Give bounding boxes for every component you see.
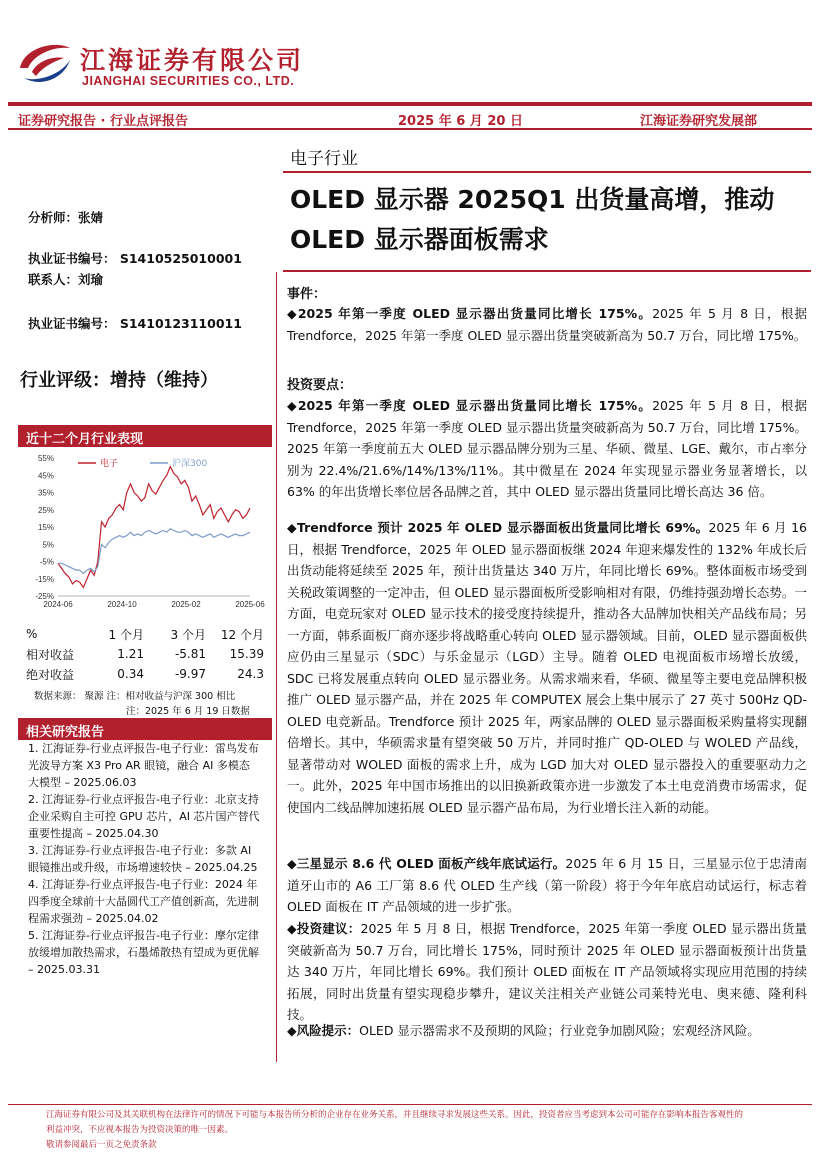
- industry-label: 电子行业: [290, 149, 358, 169]
- point-lead: ◆2025 年第一季度 OLED 显示器出货量同比增长 175%。: [287, 398, 653, 413]
- table-cell: -9.97: [174, 667, 206, 681]
- point-lead: ◆风险提示：: [287, 1023, 360, 1038]
- series-line: [58, 529, 250, 574]
- list-item[interactable]: 1. 江海证券-行业点评报告-电子行业：雷鸟发布光波导方案 X3 Pro AR 眼镜，融合 AI 多模态大模型 – 2025.06.03: [28, 742, 259, 789]
- list-item[interactable]: 4. 江海证券-行业点评报告-电子行业：2024 年四季度全球前十大晶圆代工产值创新高，先进制程需求强劲 – 2025.04.02: [28, 878, 259, 925]
- y-tick-label: -15%: [35, 574, 54, 584]
- table-header: 12 个月: [220, 627, 264, 642]
- contact: 联系人：刘瑜: [28, 272, 104, 287]
- y-tick-label: 45%: [37, 471, 54, 481]
- industry-rating: 行业评级：增持（维持）: [20, 370, 218, 391]
- event-heading: 事件：: [287, 287, 327, 302]
- table-cell: 1.21: [117, 647, 144, 661]
- x-tick-label: 2024-10: [107, 600, 137, 609]
- legend-label: 电子: [100, 459, 119, 469]
- point-paragraph: [287, 517, 807, 818]
- y-tick-label: 55%: [37, 454, 54, 463]
- investment-advice: [287, 918, 807, 1026]
- analyst: 分析师：张婧: [28, 210, 104, 225]
- x-tick-label: 2025-02: [171, 600, 201, 609]
- point-text: OLED 显示器需求不及预期的风险；行业竞争加剧风险；宏观经济风险。: [359, 1023, 760, 1038]
- company-name-cn: 江海证券有限公司: [80, 46, 305, 75]
- points-heading: 投资要点：: [287, 378, 353, 393]
- y-tick-label: -25%: [35, 592, 54, 601]
- table-row: [26, 644, 266, 664]
- table-cell: 15.39: [229, 647, 264, 661]
- disclaimer-line-1: 江海证券有限公司及其关联机构在法律许可的情况下可能与本报告所分析的企业存在业务关系，并且继续寻求发展这些关系。因此，投资者应当考虑到本公司可能存在影响本报告客观性的: [46, 1110, 744, 1120]
- related-reports-heading: 相关研究报告: [18, 718, 272, 740]
- point-text: 2025 年 5 月 8 日，根据 Trendforce，2025 年第一季度 OLED 显示器出货量突破新高为 50.7 万台，同比增长 175%，同时预计 2025 年 OLED 显示器面板预计出货量达 340 万片，年同比增长 69%。我们预计 OLED 面板在 IT 产品领域将实现应用范围的持续拓展，同时出货量有望实现稳步攀升，建议关注相关产业链公司莱特光电、奥来德、隆利科技。: [287, 921, 807, 1022]
- y-tick-label: 5%: [42, 540, 54, 550]
- related-reports-list: [28, 740, 260, 978]
- performance-heading: 近十二个月行业表现: [18, 425, 272, 447]
- y-tick-label: -5%: [39, 557, 54, 567]
- list-item[interactable]: 2. 江海证券-行业点评报告-电子行业：北京支持企业采购自主可控 GPU 芯片，AI 芯片国产替代重要性提高 – 2025.04.30: [28, 793, 260, 840]
- table-cell: 绝对收益: [26, 667, 75, 682]
- y-tick-label: 25%: [37, 505, 54, 515]
- data-date-note: 注：2025 年 6 月 19 日数据: [126, 706, 250, 717]
- footer-divider: [8, 1104, 812, 1105]
- report-type: 证券研究报告 · 行业点评报告: [18, 114, 188, 129]
- y-tick-label: 15%: [37, 523, 54, 532]
- contact-cert: 执业证书编号： S1410123110011: [28, 316, 242, 331]
- report-date: 2025 年 6 月 20 日: [398, 114, 523, 129]
- point-lead: ◆投资建议：: [287, 921, 361, 936]
- x-tick-label: 2025-06: [235, 600, 265, 609]
- disclaimer-line-3: 敬请参阅最后一页之免责条款: [46, 1140, 157, 1150]
- table-header: 1 个月: [108, 627, 144, 642]
- list-item[interactable]: 5. 江海证券-行业点评报告-电子行业：摩尔定律放缓增加散热需求，石墨烯散热有望成为更优解 – 2025.03.31: [28, 929, 259, 976]
- table-header: 3 个月: [170, 627, 206, 642]
- point-lead: ◆三星显示 8.6 代 OLED 面板产线年底试运行。: [287, 856, 566, 871]
- point-lead: ◆Trendforce 预计 2025 年 OLED 显示器面板出货量同比增长 69%。: [287, 520, 709, 535]
- series-line: [58, 467, 250, 588]
- table-cell: 24.3: [237, 667, 264, 681]
- point-text: 2025 年 6 月 16 日，根据 Trendforce，2025 年 OLED 显示器面板继 2024 年迎来爆发性的 132% 年成长后出货动能将延续至 2025 年，预计出货量达 340 万片，年同比增长 69%。整体面板市场受到关税政策调整的一定冲击，但 OLED 显示器面板所受影响相对有限，仍维持强劲增长态势。一方面，电竞玩家对 OLED 显示技术的接受度持续提升，推动各大品牌加快相关产品线布局；另一方面，韩系面板厂商亦逐步将战略重心转向 OLED 显示器领域。目前，OLED 显示器面板供应仍由三星显示（SDC）与乐金显示（LGD）主导。随着 OLED 电视面板市场增长放缓，SDC 已将发展重点转向 OLED 显示器业务。从需求端来看，华硕、微星等主要电竞品牌积极推广 OLED 显示器产品，并在 2025 年 COMPUTEX 展会上集中展示了 27 英寸 500Hz QD-OLED 电竞新品。Trendforce 预计 2025 年，两家品牌的 OLED 显示器面板采购量将实现翻倍增长。其中，华硕需求量有望突破 50 万片，并同时推广 QD-OLED 与 WOLED 产品线，显著带动对 WOLED 面板的需求上升，成为 LGD 加大对 OLED 显示器投入的重要驱动力之一。此外，2025 年中国市场推出的以旧换新政策亦进一步激发了本土电竞消费市场需求，促使国内二线品牌加速拓展 OLED 显示器产品布局，为行业增长注入新的动能。: [287, 520, 807, 815]
- data-source-note: 数据来源： 聚源 注：相对收益与沪深 300 相比: [34, 691, 236, 702]
- performance-table: [26, 624, 266, 684]
- company-logo-icon: [14, 38, 74, 90]
- point-paragraph: [287, 853, 807, 918]
- department: 江海证券研究发展部: [640, 114, 758, 129]
- analyst-cert: 执业证书编号： S1410525010001: [28, 251, 242, 266]
- x-tick-label: 2024-06: [43, 600, 73, 609]
- event-lead: ◆2025 年第一季度 OLED 显示器出货量同比增长 175%。: [287, 306, 653, 321]
- point-text: 2025 年 5 月 8 日，根据 Trendforce，2025 年第一季度 OLED 显示器出货量突破新高为 50.7 万台，同比增 175%。2025 年第一季度前五大 OLED 显示器品牌分别为三星、华硕、微星、LGE、戴尔，市占率分别为 22.4%/21.6%/14%/13%/11%。其中微星在 2024 年实现显示器业务显著增长，以 63% 的年出货增长率位居各品牌之首，其中 OLED 显示器出货量同比增长高达 36 倍。: [287, 398, 807, 499]
- company-name-en: JIANGHAI SECURITIES CO., LTD.: [82, 74, 295, 88]
- table-cell: 相对收益: [26, 647, 75, 662]
- title-divider-top: [283, 171, 811, 173]
- risk-warning: [287, 1020, 807, 1042]
- table-header-row: [26, 624, 266, 644]
- point-text: 2025 年 6 月 15 日，三星显示位于忠清南道牙山市的 A6 工厂第 8.6 代 OLED 生产线（第一阶段）将于今年年底启动试运行，标志着 OLED 面板在 IT 产品领域的进一步扩张。: [287, 856, 808, 914]
- table-header: %: [26, 627, 38, 641]
- event-paragraph: [287, 303, 807, 346]
- legend-label: 沪深300: [172, 459, 208, 469]
- column-divider: [276, 272, 277, 1062]
- performance-chart: [18, 450, 272, 620]
- title-divider-bottom: [283, 270, 811, 272]
- table-cell: -5.81: [174, 647, 206, 661]
- y-tick-label: 35%: [37, 488, 54, 498]
- disclaimer-line-2: 利益冲突，不应视本报告为投资决策的唯一因素。: [46, 1125, 234, 1135]
- table-row: [26, 664, 266, 684]
- page-title: OLED 显示器 2025Q1 出货量高增，推动 OLED 显示器面板需求: [290, 185, 775, 254]
- report-info-bar: [8, 102, 812, 130]
- table-cell: 0.34: [117, 667, 144, 681]
- list-item[interactable]: 3. 江海证券-行业点评报告-电子行业：多款 AI 眼镜推出或升级，市场增速较快 – 2025.04.25: [28, 844, 258, 874]
- event-text: 2025 年 5 月 8 日，根据 Trendforce，2025 年第一季度 OLED 显示器出货量突破新高为 50.7 万台，同比增 175%。: [287, 306, 807, 343]
- point-paragraph: [287, 395, 807, 503]
